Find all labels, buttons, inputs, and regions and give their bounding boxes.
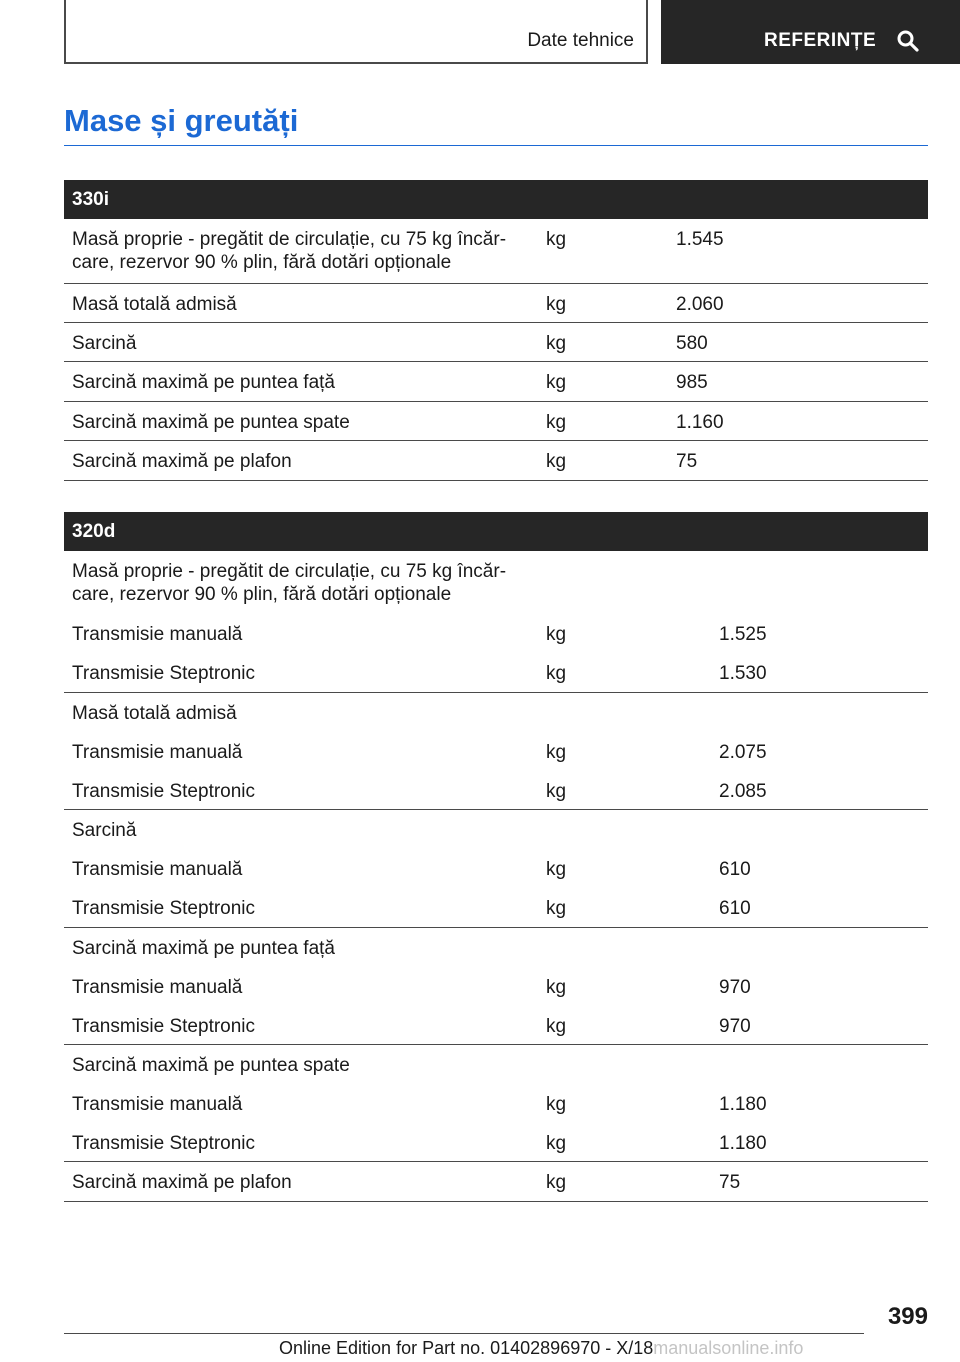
row-label: Transmisie Steptronic [72,898,256,919]
group-label: Sarcină [72,820,137,841]
row-label: Sarcină maximă pe puntea față [72,372,335,393]
row-label: Transmisie manuală [72,624,243,645]
row-unit: kg [546,451,567,472]
row-label: Transmisie manuală [72,977,243,998]
search-icon[interactable] [896,29,920,53]
table-row [64,284,928,323]
row-label: Sarcină maximă pe plafon [72,1172,292,1193]
edition-text: Online Edition for Part no. 01402896970 - X/18 [279,1338,654,1358]
row-label: Masă proprie - pregătit de circulație, cu 75 kg încăr- care, rezervor 90 % plin, fără dotări opționale [72,229,507,273]
table-group [64,1045,928,1162]
row-value: 2.085 [719,781,767,802]
row-unit: kg [546,1133,567,1154]
footer-text [279,1338,803,1359]
row-unit: kg [546,229,567,250]
table-header: 320d [64,512,928,551]
row-unit: kg [546,781,567,802]
row-value: 1.525 [719,624,767,645]
row-label: Transmisie manuală [72,1094,243,1115]
row-value: 1.545 [676,229,724,250]
table-group [64,810,928,928]
group-label: Sarcină maximă pe puntea față [72,938,335,959]
title-divider [64,145,928,146]
row-value: 2.060 [676,294,724,315]
row-unit: kg [546,372,567,393]
row-label: Sarcină maximă pe puntea spate [72,412,350,433]
row-unit: kg [546,333,567,354]
table-header: 330i [64,180,928,219]
row-unit: kg [546,1172,567,1193]
row-value: 610 [719,898,751,919]
row-value: 1.160 [676,412,724,433]
row-label: Transmisie Steptronic [72,663,256,684]
row-unit: kg [546,412,567,433]
table-row [64,323,928,362]
row-unit: kg [546,294,567,315]
row-label: Transmisie Steptronic [72,1016,256,1037]
row-value: 75 [676,451,698,472]
watermark-text: manualsonline.info [653,1338,804,1358]
table-row [64,402,928,441]
row-value: 970 [719,1016,751,1037]
table-320d [64,512,928,1202]
row-unit: kg [546,624,567,645]
row-unit: kg [546,898,567,919]
row-value: 580 [676,333,708,354]
row-unit: kg [546,859,567,880]
row-label: Transmisie Steptronic [72,781,256,802]
row-value: 1.180 [719,1133,767,1154]
chapter-title: REFERINȚE [764,30,877,51]
table-row [64,1162,928,1202]
table-group [64,693,928,810]
row-value: 2.075 [719,742,767,763]
row-value: 75 [719,1172,741,1193]
row-unit: kg [546,1016,567,1037]
row-unit: kg [546,1094,567,1115]
row-value: 1.180 [719,1094,767,1115]
table-group [64,551,928,693]
row-unit: kg [546,977,567,998]
group-label: Sarcină maximă pe puntea spate [72,1055,350,1076]
row-label: Transmisie manuală [72,742,243,763]
row-label: Transmisie manuală [72,859,243,880]
row-value: 985 [676,372,708,393]
table-330i [64,180,928,481]
row-label: Sarcină maximă pe plafon [72,451,292,472]
group-label: Masă totală admisă [72,703,237,724]
table-row [64,219,928,284]
row-value: 970 [719,977,751,998]
table-group [64,928,928,1045]
row-value: 1.530 [719,663,767,684]
row-unit: kg [546,742,567,763]
page-title: Mase și greutăți [64,103,299,138]
row-value: 610 [719,859,751,880]
row-label: Transmisie Steptronic [72,1133,256,1154]
footer-divider [64,1333,864,1334]
group-label: Masă proprie - pregătit de circulație, cu 75 kg încăr- care, rezervor 90 % plin, fără dotări opționale [72,561,507,605]
table-row [64,362,928,402]
header-section-box [64,0,648,64]
section-title: Date tehnice [527,30,634,51]
row-unit: kg [546,663,567,684]
table-row [64,441,928,481]
page-number: 399 [887,1303,928,1330]
header-chapter-box[interactable] [661,0,960,64]
row-label: Masă totală admisă [72,294,237,315]
row-label: Sarcină [72,333,137,354]
